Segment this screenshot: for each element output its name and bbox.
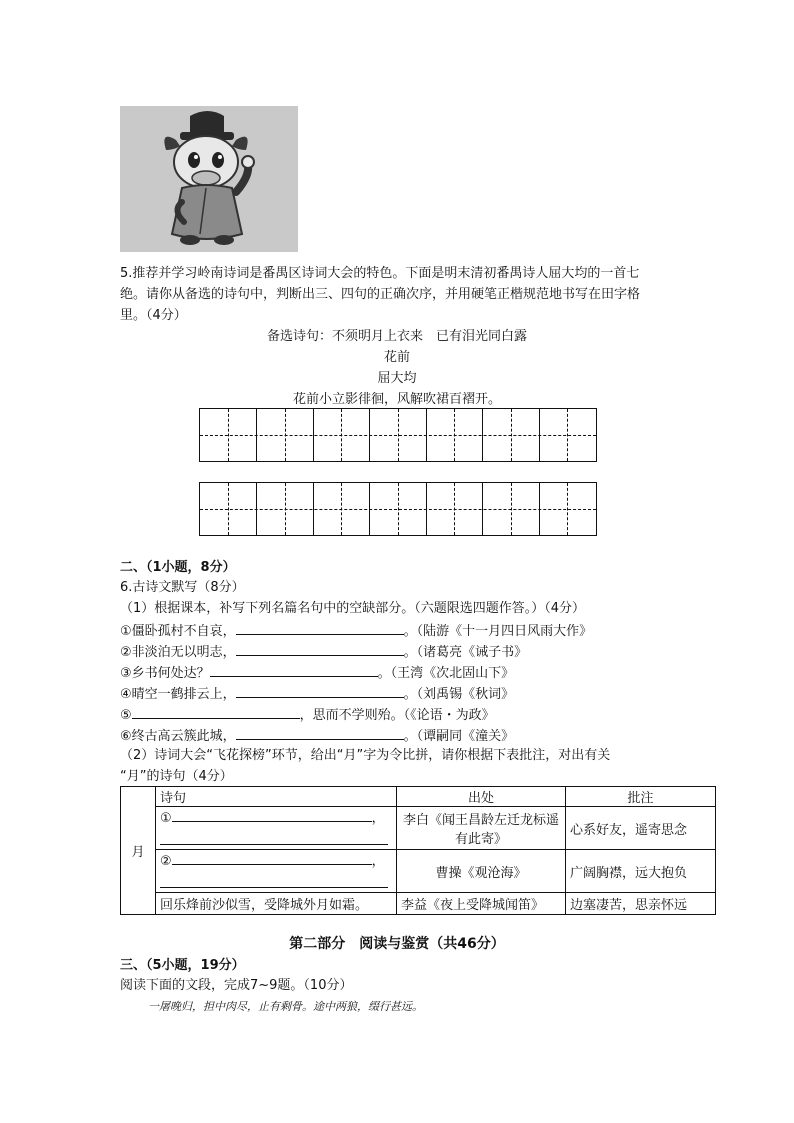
note-cell-3: 边塞凄苦，思亲怀远 [566,893,716,915]
mascot-image [120,106,298,252]
source-cell-2: 曹操《观沧海》 [397,850,566,893]
answer-blank-4[interactable] [236,683,404,698]
answer-blank-2[interactable] [236,641,404,656]
recite-item-6: ⑥终古高云簇此城， 。（谭嗣同《潼关》 [120,725,514,747]
poem-author: 屈大均 [377,371,417,386]
writing-grid-line4[interactable] [199,482,597,536]
recite-item-2: ②非淡泊无以明志， 。（诸葛亮《诫子书》 [120,641,527,663]
writing-grid-line3[interactable] [199,408,597,462]
q6-part2-line1: （2）诗词大会“飞花探榜”环节，给出“月”字为令比拼，请你根据下表批注，对出有关 [120,748,611,763]
section2-heading: 二、（1小题，8分） [120,560,236,575]
q5-candidates: 备选诗句：不须明月上衣来 已有泪光同白露 [266,329,527,344]
verse-blank-2a[interactable] [172,850,372,865]
q6-part1-instruction: （1）根据课本，补写下列名篇名句中的空缺部分。（六题限选四题作答。）（4分） [120,601,586,616]
verse-blank-1a[interactable] [172,807,372,822]
reading-intro: 阅读下面的文段，完成7~9题。（10分） [120,978,353,993]
table-row [121,807,716,850]
poem-title: 花前 [383,350,410,365]
verse-blank-1b[interactable] [160,830,388,845]
q5-text-line2: 绝。请你从备选的诗句中，判断出三、四句的正确次序，并用硬笔正楷规范地书写在田字格 [120,287,641,302]
verse-cell-2: ② ， [156,850,397,893]
verse-cell-3: 回乐烽前沙似雪，受降城外月如霜。 [156,893,397,915]
poem-first-line: 花前小立影徘徊，风解吹裙百褶开。 [292,392,501,407]
answer-blank-1[interactable] [236,620,404,635]
q6-part2-line2: “月”的诗句（4分） [120,769,233,784]
part2-title: 第二部分 阅读与鉴赏（共46分） [289,936,505,952]
q5-text-line3: 里。（4分） [120,308,187,323]
table-row [121,850,716,893]
handwritten-passage: 一屠晚归，担中肉尽，止有剩骨。途中两狼，缀行甚远。 [148,1000,423,1013]
verse-blank-2b[interactable] [160,873,388,888]
q5-text-line1: 5.推荐并学习岭南诗词是番禺区诗词大会的特色。下面是明末清初番禺诗人屈大均的一首七 [120,266,640,281]
header-source: 出处 [397,787,566,807]
q6-title: 6.古诗文默写（8分） [120,580,245,595]
table-row [121,893,716,915]
recite-item-3: ③乡书何处达？ 。（王湾《次北固山下》 [120,662,514,684]
note-cell-1: 心系好友，遥寄思念 [566,807,716,850]
header-verse: 诗句 [156,787,397,807]
answer-blank-6[interactable] [236,725,404,740]
note-cell-2: 广阔胸襟，远大抱负 [566,850,716,893]
recite-item-4: ④晴空一鹤排云上， 。（刘禹锡《秋词》 [120,683,514,705]
recite-item-1: ①僵卧孤村不自哀， 。（陆游《十一月四日风雨大作》 [120,620,592,642]
header-note: 批注 [566,787,716,807]
answer-blank-5[interactable] [132,704,300,719]
table-row-label: 月 [121,787,156,915]
source-cell-1: 李白《闻王昌龄左迁龙标遥有此寄》 [397,807,566,850]
moon-poem-table [120,786,716,915]
answer-blank-3[interactable] [210,662,378,677]
recite-item-5: ⑤ ，思而不学则殆。（《论语・为政》 [120,704,495,726]
cow-mascot-icon [120,106,298,252]
section3-heading: 三、（5小题，19分） [120,958,245,973]
verse-cell-1: ① ， [156,807,397,850]
source-cell-3: 李益《夜上受降城闻笛》 [397,893,566,915]
